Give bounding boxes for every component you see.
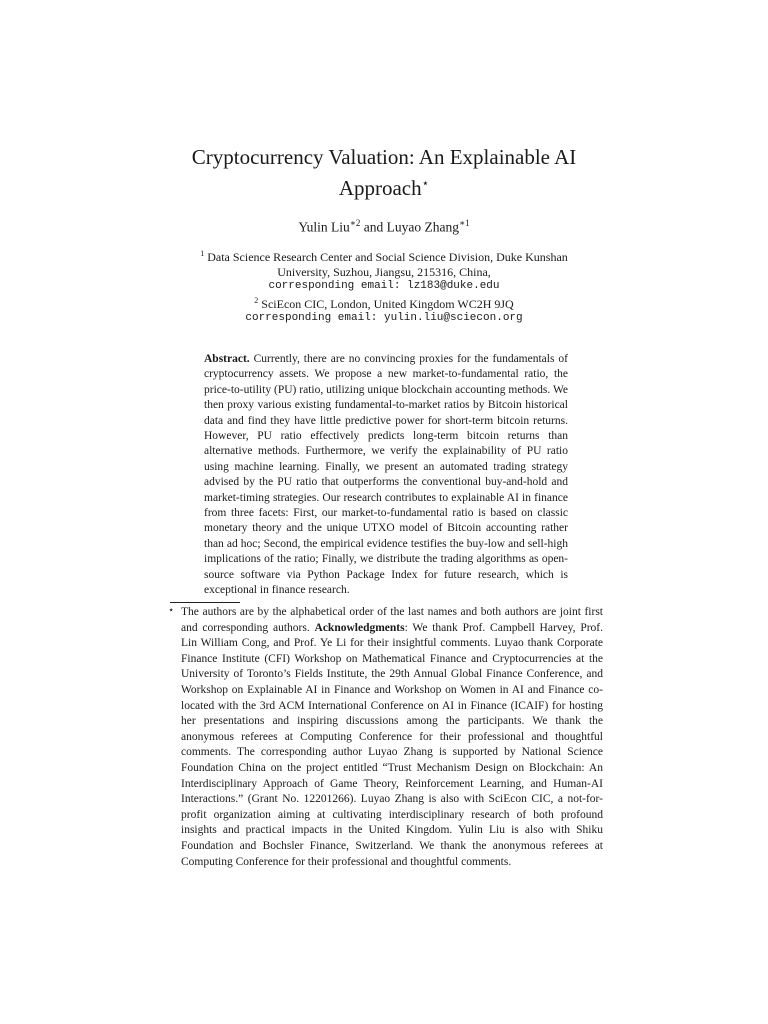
author-conjunction: and — [360, 219, 387, 235]
paper-title — [150, 144, 618, 201]
affiliations — [180, 247, 588, 326]
abstract-text: Currently, there are no convincing proxies for the fundamentals of cryptocurrency assets. We propose a new market-to-fundamental ratio, the price-to-utility (PU) ratio, utilizing unique blockchain accounting methods. We then proxy various existing fundamental-to-market ratios by Bitcoin historical data and find they have little predictive power for short-term bitcoin returns. However, PU ratio effectively predicts long-term bitcoin returns than alternative methods. Furthermore, we verify the explainability of PU ratio using machine learning. Finally, we present an automated trading strategy advised by the PU ratio that outperforms the conventional buy-and-hold and market-timing strategies. Our research contributes to explainable AI in finance from three facets: First, our market-to-fundamental ratio is based on classic monetary theory and the unique UTXO model of Bitcoin accounting rather than ad hoc; Second, the empirical evidence testifies the buy-low and sell-high implications of the ratio; Finally, we distribute the trading algorithms as open-source software via Python Package Index for future research, which is exceptional in finance research. — [204, 353, 568, 597]
footnote-text-before: The authors are by the alphabetical order of the last names and both authors are joint first and corresponding authors. — [181, 606, 603, 634]
affiliation-1 — [180, 247, 588, 279]
abstract-label: Abstract. — [204, 353, 250, 365]
acknowledgments-label: Acknowledgments — [314, 621, 405, 634]
affiliation-1-text: Data Science Research Center and Social Science Division, Duke Kunshan University, Suzhou, Jiangsu, 215316, China, — [207, 250, 568, 279]
footnote-rule — [170, 602, 240, 603]
author-1-marks: ∗2 — [349, 218, 361, 228]
title-line-1: Cryptocurrency Valuation: An Explainable AI — [191, 145, 577, 169]
affiliation-2 — [180, 294, 588, 312]
author-2-marks: ∗1 — [459, 218, 470, 228]
title-line-2: Approach — [338, 176, 422, 200]
abstract — [204, 352, 568, 599]
affiliation-1-email: corresponding email: lz183@duke.edu — [268, 280, 500, 292]
author-1-name: Yulin Liu — [298, 219, 350, 235]
title-footnote-mark: ⋆ — [421, 176, 430, 190]
affiliation-1-number: 1 — [200, 249, 205, 258]
footnote-mark: ⋆ — [168, 605, 175, 616]
affiliation-2-number: 2 — [254, 295, 259, 305]
footnote-text-after: : We thank Prof. Campbell Harvey, Prof. Lin William Cong, and Prof. Ye Li for their insightful comments. Luyao thank Corporate Finance Institute (CFI) Workshop on Mathematical Finance and Cryptocurrencies at the University of Toronto’s Fields Institute, the 29th Annual Global Finance Conference, and Workshop on Explainable AI in Finance and Workshop on Women in AI and Finance co-located with the 3rd ACM International Conference on AI in Finance (ICAIF) for hosting her presentations and inspiring discussions among the participants. We thank the anonymous referees at Computing Conference for their professional and thoughtful comments. The corresponding author Luyao Zhang is supported by National Science Foundation China on the project entitled “Trust Mechanism Design on Blockchain: An Interdisciplinary Approach of Game Theory, Reinforcement Learning, and Human-AI Interactions.” (Grant No. 12201266). Luyao Zhang is also with SciEcon CIC, a not-for-profit organization aiming at cultivating interdisciplinary research of both profound insights and practical impacts in the United Kingdom. Yulin Liu is also with Shiku Foundation and Bochsler Finance, Switzerland. We thank the anonymous referees at Computing Conference for their professional and thoughtful comments. — [181, 621, 603, 868]
affiliation-2-text: SciEcon CIC, London, United Kingdom WC2H 9JQ — [261, 296, 514, 311]
affiliation-2-email: corresponding email: yulin.liu@sciecon.org — [245, 312, 523, 324]
author-line — [150, 218, 618, 236]
author-2-name: Luyao Zhang — [386, 219, 459, 235]
footnote — [168, 605, 603, 870]
